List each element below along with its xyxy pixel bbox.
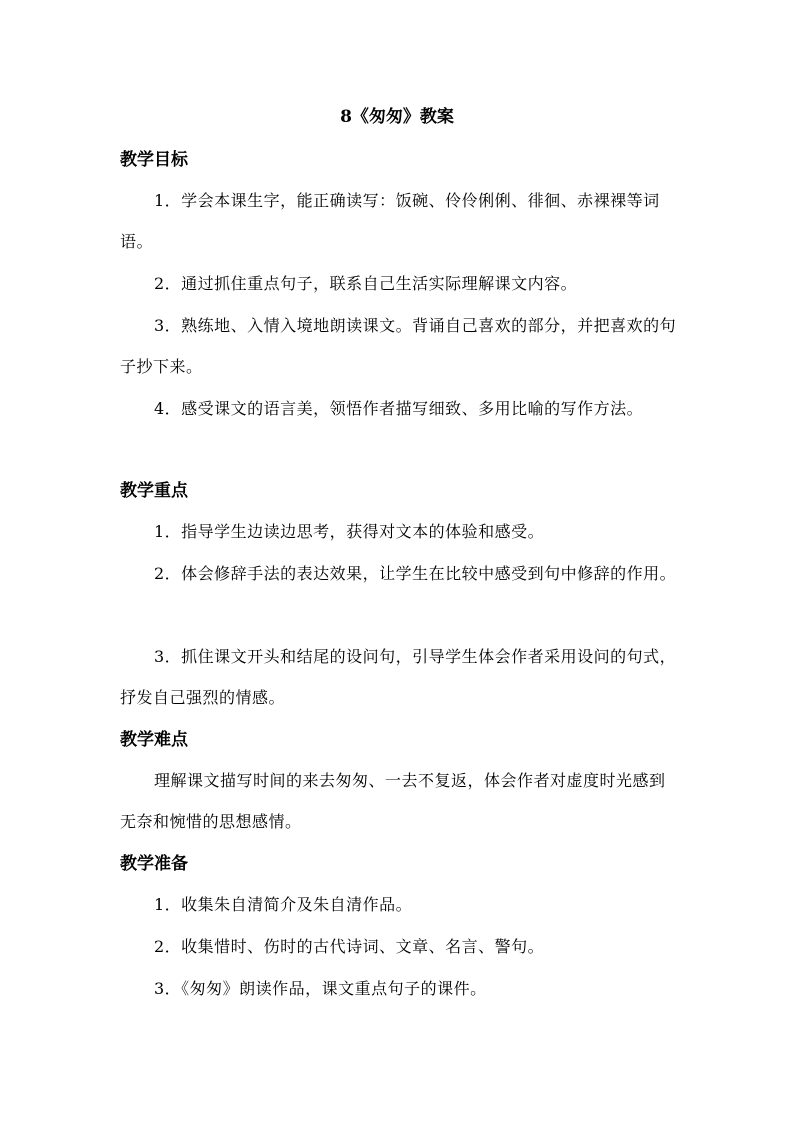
preparation-item-1: 1．收集朱自清简介及朱自清作品。	[154, 895, 413, 914]
objective-item-3: 3．熟练地、入情入境地朗读课文。背诵自己喜欢的部分，并把喜欢的句子抄下来。	[120, 316, 677, 376]
section-heading-difficulties: 教学难点	[120, 730, 188, 750]
key-point-item-1: 1．指导学生边读边思考，获得对文本的体验和感受。	[154, 522, 545, 541]
objective-item-4: 4．感受课文的语言美，领悟作者描写细致、多用比喻的写作方法。	[154, 399, 644, 418]
objective-item-2: 2．通过抓住重点句子，联系自己生活实际理解课文内容。	[154, 274, 578, 293]
section-heading-preparation: 教学准备	[120, 854, 188, 874]
difficulty-item-1: 理解课文描写时间的来去匆匆、一去不复返，体会作者对虚度时光感到无奈和惋惜的思想感情。	[120, 771, 666, 831]
key-point-item-2: 2．体会修辞手法的表达效果，让学生在比较中感受到句中修辞的作用。	[154, 564, 677, 583]
section-heading-key-points: 教学重点	[120, 481, 188, 501]
document-title: 8《匆匆》教案	[340, 107, 454, 127]
objective-item-1: 1．学会本课生字，能正确读写：饭碗、伶伶俐俐、徘徊、赤裸裸等词语。	[120, 191, 660, 251]
section-heading-objectives: 教学目标	[120, 150, 188, 170]
key-point-item-3: 3．抓住课文开头和结尾的设问句，引导学生体会作者采用设问的句式，抒发自己强烈的情感。	[120, 647, 677, 707]
preparation-item-3: 3．《匆匆》朗读作品，课文重点句子的课件。	[154, 979, 487, 998]
preparation-item-2: 2．收集惜时、伤时的古代诗词、文章、名言、警句。	[154, 937, 545, 956]
